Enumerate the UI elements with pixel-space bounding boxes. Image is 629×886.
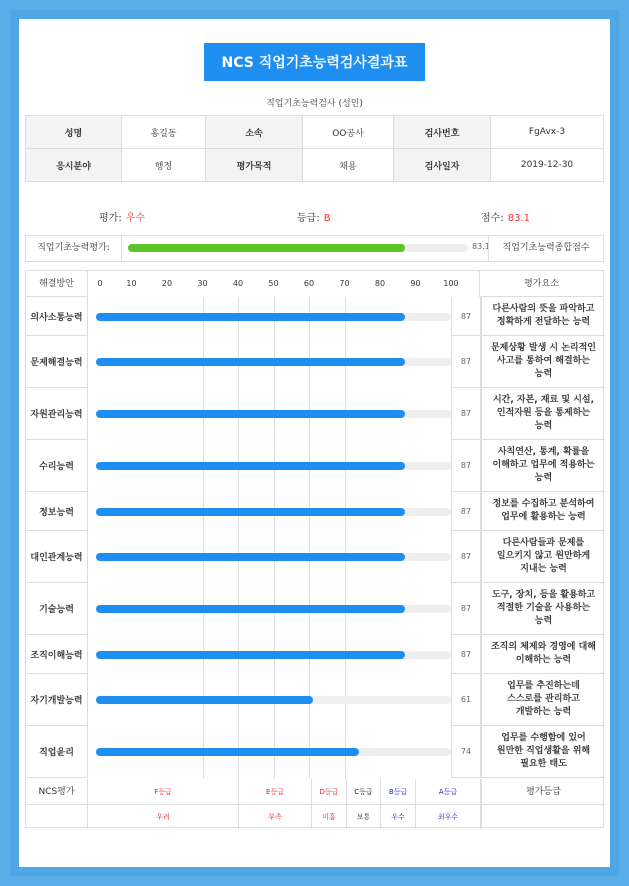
ncs-grade-table xyxy=(26,779,605,829)
bar xyxy=(96,651,405,659)
competency-score: 87 xyxy=(451,336,481,388)
competency-score: 87 xyxy=(451,388,481,440)
competency-score: 87 xyxy=(451,297,481,336)
bar-track xyxy=(96,358,451,366)
competency-description: 업무를 수행함에 있어 원만한 직업생활을 위해 필요한 태도 xyxy=(481,726,605,778)
competency-name: 기술능력 xyxy=(26,583,88,635)
bar-track xyxy=(96,696,451,704)
axis-ticks xyxy=(88,271,481,297)
eval-label: 평가: xyxy=(99,213,122,224)
page-title: NCS 직업기초능력검사결과표 xyxy=(204,43,426,81)
grade-cell: E등급 xyxy=(239,779,312,805)
bar xyxy=(96,313,405,321)
field-value: 행정 xyxy=(122,149,206,182)
competency-score: 87 xyxy=(451,440,481,492)
competency-row xyxy=(26,336,605,388)
competency-name: 자원관리능력 xyxy=(26,388,88,440)
tick-label: 30 xyxy=(197,279,208,288)
grade-scale-label: 평가등급 xyxy=(481,779,605,805)
score-summary xyxy=(481,209,530,224)
tick-label: 80 xyxy=(374,279,386,288)
grade-level-cell: 부족 xyxy=(239,805,312,829)
grade-level-cell: 미흡 xyxy=(312,805,347,829)
competency-name: 자기개발능력 xyxy=(26,674,88,726)
competency-row xyxy=(26,492,605,531)
bar-track xyxy=(96,462,451,470)
grade-level-cell: 우려 xyxy=(88,805,239,829)
purpose-value: 채용 xyxy=(303,149,394,182)
competency-row xyxy=(26,531,605,583)
tick-label: 10 xyxy=(126,279,137,288)
result-sheet xyxy=(19,19,610,867)
grade-scale-blank xyxy=(481,805,605,829)
tick-label: 40 xyxy=(232,279,244,288)
tick-label: 20 xyxy=(161,279,173,288)
competency-name: 문제해결능력 xyxy=(26,336,88,388)
examinee-info-table xyxy=(25,115,604,182)
competency-description: 문제상황 발생 시 논리적인 사고를 통하여 해결하는 능력 xyxy=(481,336,605,388)
tick-label: 90 xyxy=(410,279,421,288)
overall-score-bar xyxy=(25,235,604,262)
competency-row xyxy=(26,388,605,440)
tick-label: 70 xyxy=(339,279,350,288)
ncs-label: NCS평가 xyxy=(26,779,88,805)
competency-row xyxy=(26,726,605,778)
bar xyxy=(96,696,313,704)
competency-row xyxy=(26,635,605,674)
grade-cell: C등급 xyxy=(347,779,381,805)
bar xyxy=(96,508,405,516)
grade-cell: A등급 xyxy=(416,779,481,805)
competency-description: 정보를 수집하고 분석하여 업무에 활용하는 능력 xyxy=(481,492,605,531)
tick-label: 100 xyxy=(443,279,459,288)
summary-line xyxy=(19,209,610,223)
overall-track xyxy=(128,244,468,252)
competency-name: 직업윤리 xyxy=(26,726,88,778)
grade-value: B xyxy=(323,213,331,224)
overall-fill xyxy=(128,244,405,252)
bar xyxy=(96,553,405,561)
competency-description: 업무를 추진하는데 스스로를 관리하고 개발하는 능력 xyxy=(481,674,605,726)
score-value: 83.1 xyxy=(507,213,530,224)
bar-track xyxy=(96,748,451,756)
purpose-label: 평가목적 xyxy=(206,149,303,182)
overall-right-label: 직업기초능력종합점수 xyxy=(488,236,603,261)
overall-value: 83.1 xyxy=(472,242,490,251)
bar xyxy=(96,410,405,418)
org-value: OO공사 xyxy=(303,116,394,149)
bar-track xyxy=(96,410,451,418)
eval-summary xyxy=(99,209,145,224)
competency-score: 87 xyxy=(451,635,481,674)
name-value: 홍길동 xyxy=(122,116,206,149)
exam-no-label: 검사번호 xyxy=(394,116,491,149)
name-label: 성명 xyxy=(26,116,122,149)
grade-cell: B등급 xyxy=(381,779,416,805)
date-label: 검사일자 xyxy=(394,149,491,182)
bar xyxy=(96,358,405,366)
title-wrap xyxy=(19,43,610,81)
competency-description: 사칙연산, 통계, 확률을 이해하고 업무에 적용하는 능력 xyxy=(481,440,605,492)
competency-score: 87 xyxy=(451,492,481,531)
page-subtitle: 직업기초능력검사 (성인) xyxy=(266,99,363,109)
competency-description: 다른사람들과 문제를 일으키지 않고 원만하게 지내는 능력 xyxy=(481,531,605,583)
competency-score: 87 xyxy=(451,531,481,583)
competency-name: 의사소통능력 xyxy=(26,297,88,336)
grade-cell: D등급 xyxy=(312,779,347,805)
competency-description: 시간, 자본, 재료 및 시설, 인적자원 등을 통제하는 능력 xyxy=(481,388,605,440)
outer-frame xyxy=(10,10,619,876)
bar-track xyxy=(96,651,451,659)
competency-score: 87 xyxy=(451,583,481,635)
score-label: 점수: xyxy=(481,213,504,224)
grade-level-cell: 보통 xyxy=(347,805,381,829)
solution-header: 해결방안 xyxy=(26,271,88,297)
competency-description: 도구, 장치, 등을 활용하고 적절한 기술을 사용하는 능력 xyxy=(481,583,605,635)
grade-level-cell: 최우수 xyxy=(416,805,481,829)
competency-name: 조직이해능력 xyxy=(26,635,88,674)
bar xyxy=(96,605,405,613)
competency-name: 수리능력 xyxy=(26,440,88,492)
competency-row xyxy=(26,297,605,336)
eval-value: 우수 xyxy=(125,213,146,224)
competency-row xyxy=(26,440,605,492)
grade-cell: F등급 xyxy=(88,779,239,805)
competency-score: 61 xyxy=(451,674,481,726)
competency-row xyxy=(26,674,605,726)
competency-description: 조직의 체제와 경영에 대해 이해하는 능력 xyxy=(481,635,605,674)
element-header: 평가요소 xyxy=(479,271,603,297)
competency-name: 정보능력 xyxy=(26,492,88,531)
bar-track xyxy=(96,313,451,321)
competency-row xyxy=(26,583,605,635)
grade-label: 등급: xyxy=(297,213,320,224)
tick-label: 0 xyxy=(97,279,103,288)
exam-no-value: FgAvx-3 xyxy=(491,116,604,149)
overall-label: 직업기초능력평가: xyxy=(26,236,122,261)
bar-track xyxy=(96,605,451,613)
bar xyxy=(96,462,405,470)
field-label: 응시분야 xyxy=(26,149,122,182)
grade-summary xyxy=(297,209,331,224)
bar xyxy=(96,748,359,756)
competency-name: 대인관계능력 xyxy=(26,531,88,583)
grade-level-cell: 우수 xyxy=(381,805,416,829)
bar-track xyxy=(96,553,451,561)
bar-track xyxy=(96,508,451,516)
date-value: 2019-12-30 xyxy=(491,149,604,182)
competency-description: 다른사람의 뜻을 파악하고 정확하게 전달하는 능력 xyxy=(481,297,605,336)
competency-score: 74 xyxy=(451,726,481,778)
ncs-label-blank xyxy=(26,805,88,829)
org-label: 소속 xyxy=(206,116,303,149)
tick-label: 60 xyxy=(303,279,315,288)
competency-chart xyxy=(25,270,604,828)
tick-label: 50 xyxy=(268,279,279,288)
